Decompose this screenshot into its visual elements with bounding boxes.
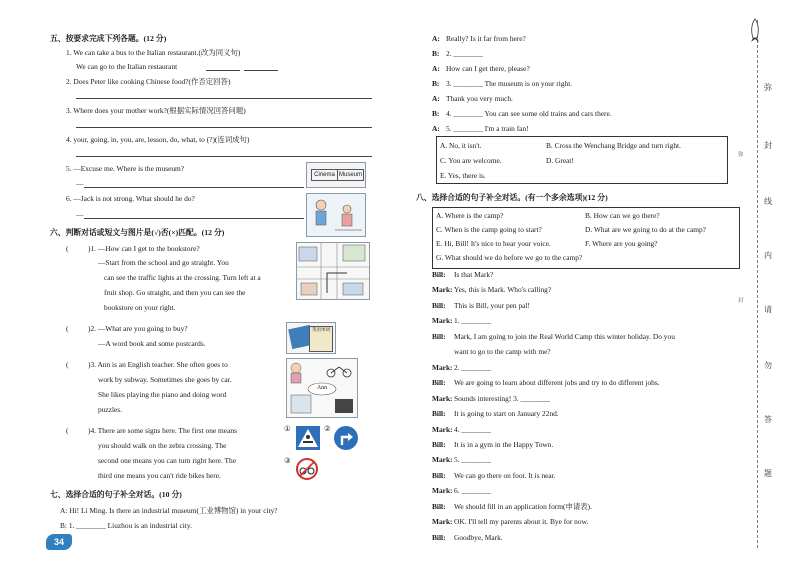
dialog8-speaker: Bill:: [432, 470, 446, 480]
dialog8-speaker: Bill:: [432, 300, 446, 310]
s5-q1-blank-1[interactable]: [206, 70, 240, 71]
dialog8-line: 1. ________: [454, 316, 491, 326]
zebra-crossing-sign-icon: [296, 426, 320, 450]
s6-q3-line-3: puzzles.: [98, 405, 123, 414]
dialog7-line: 5. ________ I'm a train fan!: [446, 124, 529, 133]
dialog8-line: 2. ________: [454, 362, 491, 372]
dialog8-line: Mark, I am going to join the Real World Camp this winter holiday. Do you: [454, 331, 675, 341]
opt7-D: D. Great!: [546, 156, 574, 165]
museum-sign-picture: [306, 162, 366, 188]
s6-q2-line-1: —A word book and some postcards.: [98, 339, 206, 348]
dialog7-speaker: B:: [432, 109, 440, 118]
dialog8-line: We can go there on foot. It is near.: [454, 470, 556, 480]
dialog8-line: 4. ________: [454, 424, 491, 434]
s5-q4-answer-line[interactable]: [76, 156, 372, 157]
opt8-E: E. Hi, Bill! It's nice to hear your voice.: [436, 239, 551, 248]
opt8-A: A. Where is the camp?: [436, 211, 504, 220]
opt8-F: F. Where are you going?: [585, 239, 658, 248]
s6-q3-line-1: work by subway. Sometimes she goes by car.: [98, 375, 232, 384]
dialog7-speaker: A:: [432, 94, 440, 103]
seal-margin-char: 线: [764, 197, 772, 206]
opt8-B: B. How can we go there?: [585, 211, 660, 220]
dialog7-speaker: A:: [432, 64, 440, 73]
dialog8-speaker: Bill:: [432, 378, 446, 388]
dialog8-speaker: Mark:: [432, 455, 453, 465]
turn-right-sign-icon: [334, 426, 358, 450]
s5-q1: 1. We can take a bus to the Italian restaurant.(改为同义句): [66, 48, 241, 57]
s6-q2-line-0: )2. —What are you going to buy?: [88, 324, 188, 333]
dialog8-speaker: Mark:: [432, 517, 453, 527]
s5-q1b: We can go to the Italian restaurant: [76, 62, 178, 71]
s6-q1-line-1: —Start from the school and go straight. You: [98, 258, 229, 267]
dialog8-speaker: Mark:: [432, 393, 453, 403]
s6-q4-line-1: you should walk on the zebra crossing. The: [98, 441, 227, 450]
section-8-title: 八、选择合适的句子补全对话。(有一个多余选项)(12 分): [416, 193, 608, 202]
s6-q3-line-0: )3. Ann is an English teacher. She often goes to: [88, 360, 228, 369]
sign-number-3: ③: [284, 456, 291, 465]
seal-margin-char: 请: [764, 305, 772, 314]
dialog7-line: Thank you very much.: [446, 94, 513, 103]
museum-sign-label: Museum: [337, 169, 364, 181]
s5-q5-answer-line[interactable]: [84, 187, 304, 188]
section-7-title: 七、选择合适的句子补全对话。(10 分): [50, 490, 182, 499]
dialog8-speaker: Mark:: [432, 362, 453, 372]
street-map-icon: [297, 243, 369, 299]
s5-q5b: —: [76, 179, 84, 188]
map-picture: [296, 242, 370, 300]
s5-q2-answer-line[interactable]: [76, 98, 372, 99]
dialog7-line: 3. ________ The museum is on your right.: [446, 79, 573, 88]
sign-number-2: ②: [324, 424, 331, 433]
opt7-A: A. No, it isn't.: [440, 141, 482, 150]
s5-q6-answer-line[interactable]: [84, 218, 304, 219]
dialog8-speaker: Bill:: [432, 532, 446, 542]
cinema-sign-label: Cinema: [311, 169, 338, 181]
s6-q4-line-3: third one means you can't ride bikes here.: [98, 471, 221, 480]
opt7-E: E. Yes, there is.: [440, 171, 486, 180]
dialog8-line: 5. ________: [454, 455, 491, 465]
s5-q3: 3. Where does your mother work?(根据实际情况回答问题): [66, 106, 246, 115]
s5-q6b: —: [76, 210, 84, 219]
dialog8-line: OK. I'll tell my parents about it. Bye for now.: [454, 517, 589, 527]
dialog7-speaker: A:: [432, 34, 440, 43]
s6-q1-line-4: bookstore on your right.: [104, 303, 176, 312]
opt7-C: C. You are welcome.: [440, 156, 502, 165]
dialog8-speaker: Mark:: [432, 486, 453, 496]
s6-q4-line-0: )4. There are some signs here. The first one means: [88, 426, 237, 435]
s5-q4: 4. your, going, in, you, are, lesson, do, what, to (?)(连词成句): [66, 135, 250, 144]
section-6-title: 六、判断对话或短文与图片是(√)否(×)匹配。(12 分): [50, 228, 225, 237]
s6-q3-paren: (: [66, 360, 69, 369]
word-book-icon: 英语单词: [309, 326, 333, 352]
opt8-C: C. When is the camp going to start?: [436, 225, 542, 234]
s5-q2: 2. Does Peter like cooking Chinese food?(作否定回答): [66, 77, 231, 86]
dialog8-speaker: Bill:: [432, 409, 446, 419]
dialog8-line: want to go to the camp with me?: [454, 347, 551, 357]
seal-dashed-line: [757, 20, 758, 548]
opt8-G: G. What should we do before we go to the camp?: [436, 253, 583, 262]
dialog8-speaker: Bill:: [432, 501, 446, 511]
section-5-title: 五、按要求完成下列各题。(12 分): [50, 34, 167, 43]
dialog7-speaker: B:: [432, 49, 440, 58]
sign-number-1: ①: [284, 424, 291, 433]
s6-q3-line-2: She likes playing the piano and doing word: [98, 390, 227, 399]
s6-q1-line-3: fruit shop. Go straight, and then you can see the: [104, 288, 246, 297]
dialog8-line: Is that Mark?: [454, 270, 494, 279]
dialog7-line: 2. ________: [446, 49, 483, 58]
dialog7-line: How can I get there, please?: [446, 64, 530, 73]
dialog8-speaker: Mark:: [432, 424, 453, 434]
page-number-badge: 34: [46, 534, 72, 550]
s6-q2-paren: (: [66, 324, 69, 333]
dialog8-line: Yes, this is Mark. Who's calling?: [454, 285, 552, 295]
dialog7-line: 4. ________ You can see some old trains and cars there.: [446, 109, 612, 118]
dialog8-line: This is Bill, your pen pal!: [454, 300, 530, 310]
seal-margin-char: 弥: [764, 83, 772, 92]
ann-label: Ann: [316, 385, 328, 391]
dialog8-speaker: Bill:: [432, 331, 446, 341]
dialog8-line: 6. ________: [454, 486, 491, 496]
s7-dialog-a: A: Hi! Li Ming. Is there an industrial museum(工业博物馆) in your city?: [60, 506, 278, 515]
opt8-D: D. What are we going to do at the camp?: [585, 225, 706, 234]
dialog7-speaker: A:: [432, 124, 440, 133]
s7-dialog-b: B: 1. ________ Liuzhou is an industrial city.: [60, 521, 192, 530]
dialog8-line: Goodbye, Mark.: [454, 532, 503, 542]
s5-q5a: 5. —Excuse me. Where is the museum?: [66, 164, 185, 173]
s5-q1-blank-2[interactable]: [244, 70, 278, 71]
dialog8-line: It is going to start on January 22nd.: [454, 409, 559, 419]
seal-margin-char: 答: [764, 415, 772, 424]
dialog8-line: Sounds interesting! 3. ________: [454, 393, 551, 403]
dialog8-speaker: Bill:: [432, 439, 446, 449]
dialog8-line: We should fill in an application form(申请表).: [454, 501, 592, 511]
s6-q1-line-0: )1. —How can I get to the bookstore?: [88, 244, 200, 253]
opt7-B: B. Cross the Wenchang Bridge and turn right.: [546, 141, 681, 150]
seal-margin-char: 题: [764, 469, 772, 478]
seal-margin-char: 勿: [764, 361, 772, 370]
s6-q1-paren: (: [66, 244, 69, 253]
dialog8-speaker: Mark:: [432, 285, 453, 295]
margin-small-1: 弥: [738, 152, 744, 158]
s6-q4-paren: (: [66, 426, 69, 435]
rocket-icon: [748, 18, 762, 44]
dialog7-line: Really? Is it far from here?: [446, 34, 526, 43]
s5-q3-answer-line[interactable]: [76, 127, 372, 128]
dialog8-speaker: Mark:: [432, 316, 453, 326]
seal-margin-char: 内: [764, 251, 772, 260]
dialog8-speaker: Bill:: [432, 270, 446, 279]
no-bikes-sign-icon: [296, 458, 318, 480]
s5-q6a: 6. —Jack is not strong. What should he do?: [66, 194, 195, 203]
ann-picture: [286, 358, 358, 418]
boy-exercise-picture: [306, 193, 366, 237]
s6-q4-line-2: second one means you can turn right here. The: [98, 456, 236, 465]
dialog8-line: It is in a gym in the Happy Town.: [454, 439, 554, 449]
seal-margin-char: 封: [764, 141, 772, 150]
s6-q1-line-2: can see the traffic lights at the crossing. Turn left at a: [104, 273, 261, 282]
dialog8-line: We are going to learn about different jobs and try to do different jobs.: [454, 378, 660, 388]
people-illustration-icon: [307, 194, 365, 236]
margin-small-2: 封: [738, 298, 744, 304]
books-picture: [286, 322, 336, 354]
dialog7-speaker: B:: [432, 79, 440, 88]
